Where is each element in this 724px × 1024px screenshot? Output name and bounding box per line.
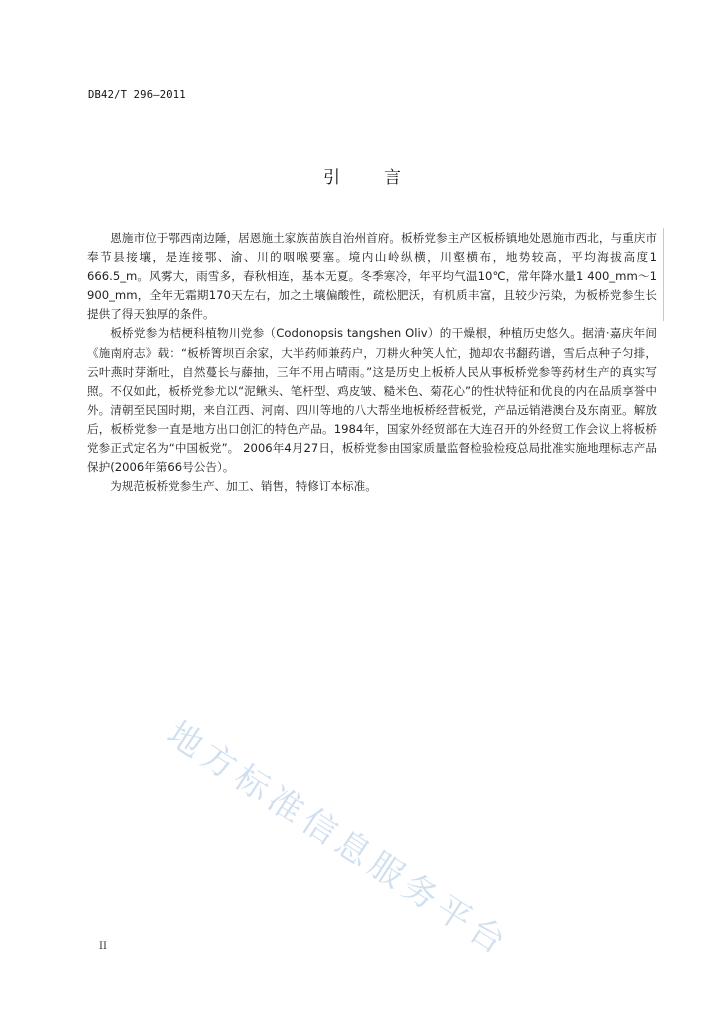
paragraph-2: 板桥党参为桔梗科植物川党参（Codonopsis tangshen Oliv）的干燥根，种植历史悠久。据清·嘉庆年间《施南府志》载：“板桥箐坝百余家，大半药师兼药户，刀耕火种笑人忙，抛却农书翻药谱，雪后点种子匀排，云叶燕时芽渐吐，自然蔓长与藤抽，三年不用占晴雨。”这是历史上板桥人民从事板桥党参等药材生产的真实写照。不仅如此，板桥党参尤以“泥鳅头、笔杆型、鸡皮皱、糙米色、菊花心”的性状特征和优良的内在品质享誉中外。清朝至民国时期，来自江西、河南、四川等地的八大帮坐地板桥经营板党，产品远销港澳台及东南亚。解放后，板桥党参一直是地方出口创汇的特色产品。1984年，国家外经贸部在大连召开的外经贸工作会议上将板桥党参正式定名为“中国板党”。 2006年4月27日，板桥党参由国家质量监督检验检疫总局批准实施地理标志产品保护(2006年第66号公告）。: [87, 326, 657, 475]
page-number: II: [99, 941, 107, 952]
watermark: 地方标准信息服务平台: [159, 713, 518, 966]
document-code: DB42/T 296—2011: [88, 89, 186, 101]
margin-rule: [663, 228, 664, 321]
paragraph-1: 恩施市位于鄂西南边陲，居恩施土家族苗族自治州首府。板桥党参主产区板桥镇地处恩施市西北，与重庆市奉节县接壤，是连接鄂、渝、川的咽喉要塞。境内山岭纵横，川壑横布，地势较高，平均海拔高度1 666.5_m。风雾大，雨雪多，春秋相连，基本无夏。冬季寒冷，年平均气温10℃，常年降水量1 400_mm～1 900_mm，全年无霜期170天左右，加之土壤偏酸性，疏松肥沃，有机质丰富，且较少污染，为板桥党参生长提供了得天独厚的条件。: [87, 231, 657, 322]
body-text: [87, 229, 657, 496]
paragraph-3: 为规范板桥党参生产、加工、销售，特修订本标准。: [110, 479, 377, 494]
section-title: 引言: [323, 168, 445, 188]
